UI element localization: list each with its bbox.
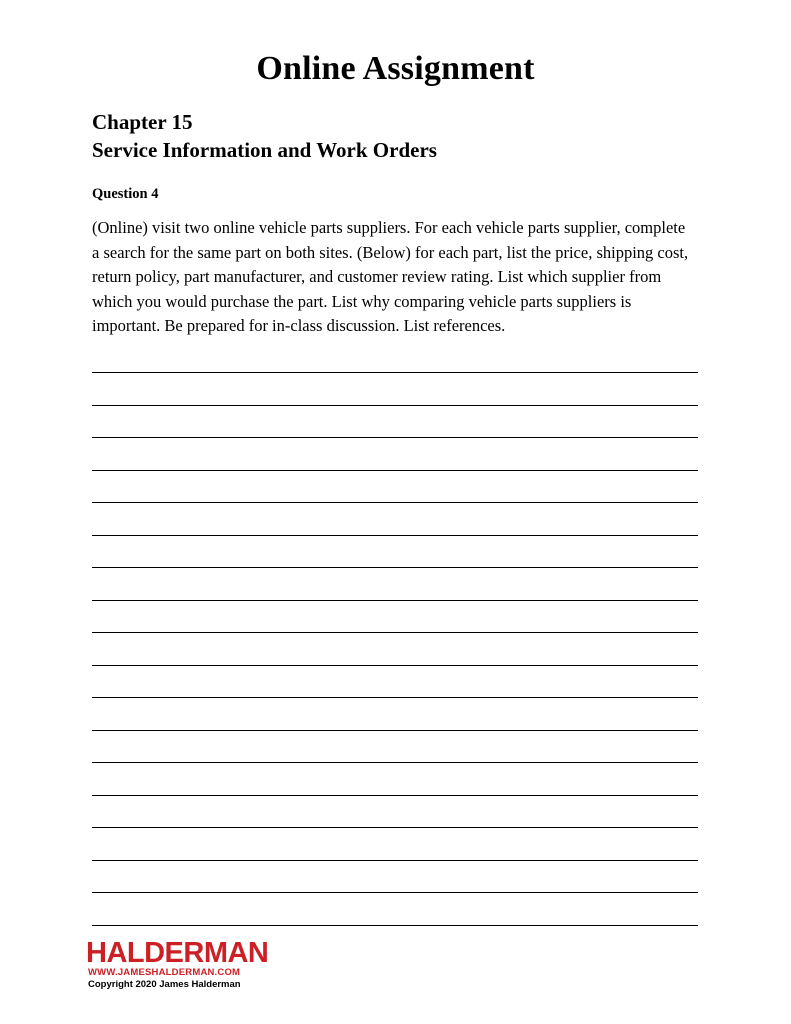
answer-line bbox=[92, 535, 698, 536]
answer-line bbox=[92, 925, 698, 926]
answer-line bbox=[92, 567, 698, 568]
answer-lines bbox=[92, 372, 698, 957]
halderman-logo: HALDERMAN bbox=[86, 937, 269, 969]
answer-line bbox=[92, 697, 698, 698]
answer-line bbox=[92, 600, 698, 601]
chapter-title: Service Information and Work Orders bbox=[92, 138, 437, 162]
answer-line bbox=[92, 405, 698, 406]
question-label: Question 4 bbox=[92, 186, 159, 202]
answer-line bbox=[92, 892, 698, 893]
answer-line bbox=[92, 470, 698, 471]
answer-line bbox=[92, 632, 698, 633]
answer-line bbox=[92, 372, 698, 373]
copyright-notice: Copyright 2020 James Halderman bbox=[88, 979, 241, 990]
brand-website: WWW.JAMESHALDERMAN.COM bbox=[88, 967, 241, 978]
chapter-heading bbox=[92, 108, 712, 164]
answer-line bbox=[92, 437, 698, 438]
answer-line bbox=[92, 795, 698, 796]
answer-line bbox=[92, 827, 698, 828]
answer-line bbox=[92, 730, 698, 731]
answer-line bbox=[92, 762, 698, 763]
chapter-number: Chapter 15 bbox=[92, 110, 193, 134]
answer-line bbox=[92, 860, 698, 861]
answer-line bbox=[92, 665, 698, 666]
page-title: Online Assignment bbox=[256, 50, 535, 87]
question-prompt: (Online) visit two online vehicle parts suppliers. For each vehicle parts supplier, complete a search for the same part on both sites. (Below) for each part, list the price, shipping cost, return policy, part manufacturer, and customer review rating. List which supplier from which you would purchase the part. List why comparing vehicle parts suppliers is important. Be prepared for in-class discussion. List references. bbox=[92, 218, 689, 335]
answer-line bbox=[92, 502, 698, 503]
footer bbox=[86, 938, 386, 990]
